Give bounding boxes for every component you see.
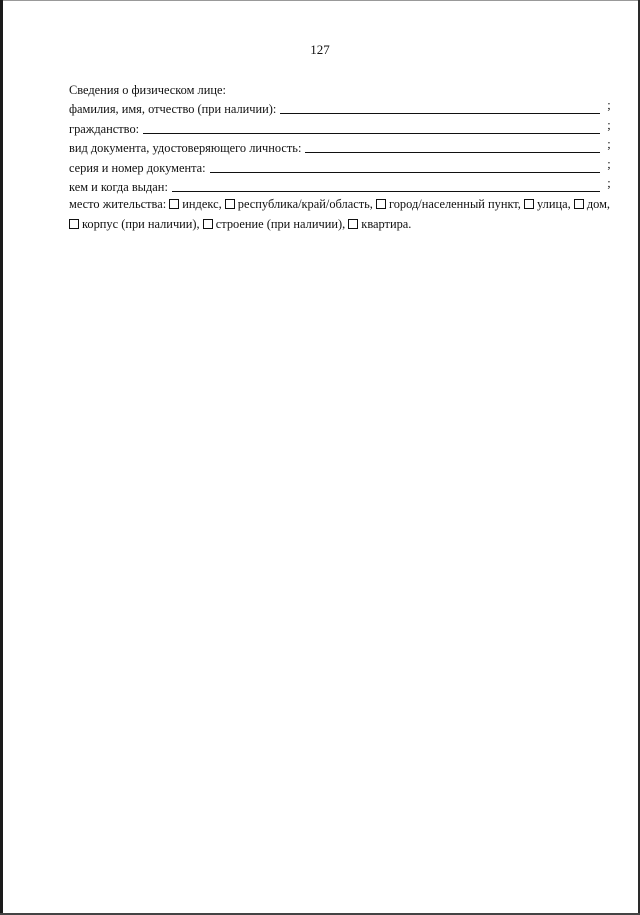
residence-item-label: индекс,: [182, 197, 222, 211]
document-series-number-blank-line[interactable]: [210, 171, 600, 173]
residence-item-label: дом,: [586, 197, 611, 211]
checkbox-region[interactable]: [225, 199, 235, 209]
issued-by-blank-line[interactable]: [172, 190, 600, 192]
checkbox-building[interactable]: [69, 219, 79, 229]
field-full-name: [69, 98, 614, 118]
field-label: фамилия, имя, отчество (при наличии):: [69, 102, 277, 116]
field-document-series-number: [69, 156, 614, 176]
checkbox-structure[interactable]: [203, 219, 213, 229]
residence-item-label: город/населенный пункт,: [388, 197, 521, 211]
residence-item-label: улица,: [537, 197, 571, 211]
field-residence: [69, 195, 614, 234]
residence-label: место жительства:: [69, 197, 167, 211]
checkbox-index[interactable]: [169, 199, 179, 209]
field-issued-by: [69, 176, 614, 196]
field-label: вид документа, удостоверяющего личность:: [69, 141, 302, 155]
field-label: серия и номер документа:: [69, 160, 206, 175]
id-document-type-blank-line[interactable]: [305, 151, 600, 153]
checkbox-apartment[interactable]: [348, 219, 358, 229]
citizenship-blank-line[interactable]: [143, 132, 600, 134]
residence-item-label: строение (при наличии),: [215, 216, 346, 231]
scan-edge-left: [0, 0, 3, 915]
checkbox-city[interactable]: [376, 199, 386, 209]
residence-item-label: квартира.: [361, 216, 412, 231]
form-content: [69, 78, 614, 234]
scan-edge-top: [0, 0, 640, 1]
checkbox-street[interactable]: [524, 199, 534, 209]
field-citizenship: [69, 117, 614, 137]
checkbox-house[interactable]: [574, 199, 584, 209]
field-id-document-type: [69, 137, 614, 157]
field-terminator: ;: [607, 176, 611, 190]
field-label: кем и когда выдан:: [69, 180, 168, 194]
section-title: Сведения о физическом лице:: [69, 82, 226, 97]
field-terminator: ;: [607, 98, 611, 112]
field-terminator: ;: [607, 137, 611, 151]
section-title-line: [69, 78, 614, 98]
field-terminator: ;: [607, 156, 611, 171]
residence-item-label: корпус (при наличии),: [82, 216, 200, 231]
field-label: гражданство:: [69, 121, 140, 136]
page-number: 127: [310, 42, 330, 57]
full-name-blank-line[interactable]: [280, 112, 600, 114]
residence-item-label: республика/край/область,: [237, 197, 373, 211]
field-terminator: ;: [607, 117, 611, 132]
